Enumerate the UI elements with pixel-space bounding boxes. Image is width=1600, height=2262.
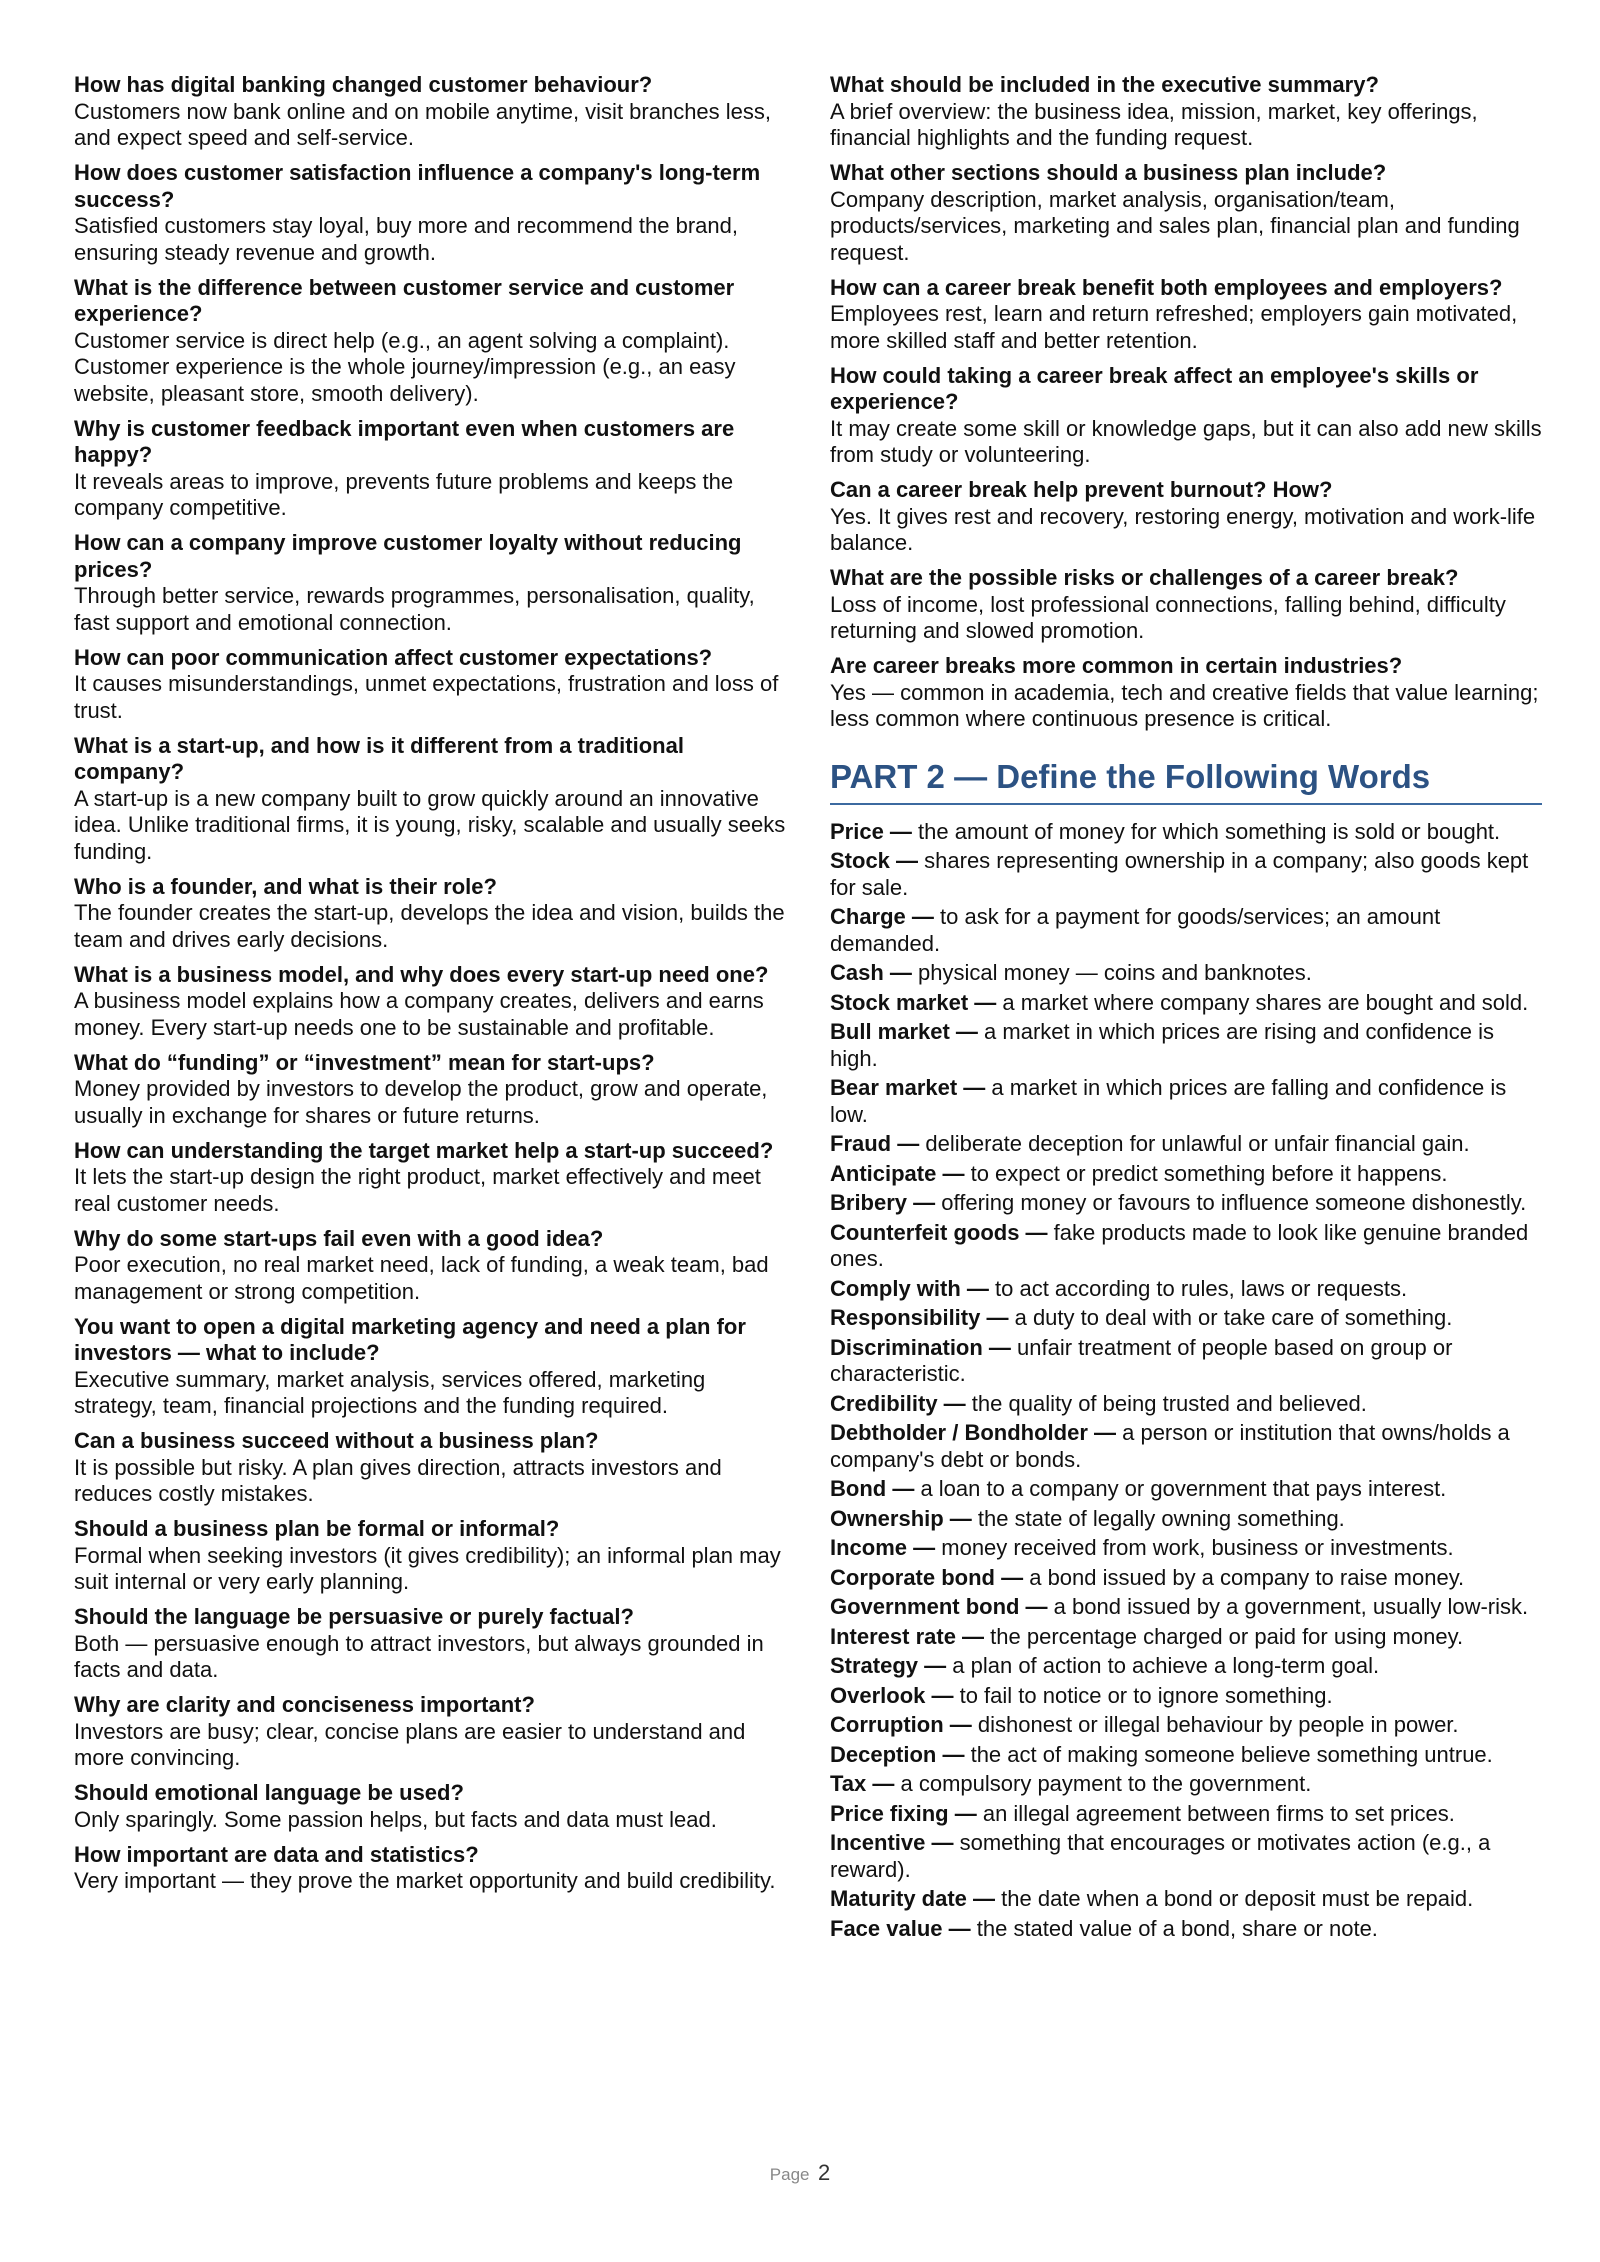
definition-item <box>830 1391 1542 1418</box>
definition-text: a compulsory payment to the government. <box>894 1771 1312 1796</box>
qa-item <box>830 653 1542 733</box>
definition-item <box>830 819 1542 846</box>
answer: Loss of income, lost professional connections, falling behind, difficulty returning and slowed promotion. <box>830 591 1506 643</box>
answer: Formal when seeking investors (it gives credibility); an informal plan may suit internal or very early planning. <box>74 1542 781 1594</box>
definition-term: Stock — <box>830 848 919 873</box>
question: Can a business succeed without a business plan? <box>74 1428 599 1453</box>
definition-item <box>830 1335 1542 1388</box>
qa-item <box>74 874 786 954</box>
definition-item <box>830 960 1542 987</box>
definition-text: a person or institution that owns/holds a company's debt or bonds. <box>830 1420 1510 1472</box>
definition-term: Ownership — <box>830 1505 972 1531</box>
definition-item <box>830 1131 1542 1158</box>
qa-item <box>74 1138 786 1218</box>
question: How can understanding the target market help a start-up succeed? <box>74 1137 774 1163</box>
definition-item <box>830 1506 1542 1533</box>
answer: It is possible but risky. A plan gives direction, attracts investors and reduces costly mistakes. <box>74 1454 722 1506</box>
definition-item <box>830 1653 1542 1680</box>
definition-item <box>830 1220 1542 1273</box>
definition-text: to ask for a payment for goods/services; an amount demanded. <box>830 904 1441 956</box>
definition-text: to fail to notice or to ignore something. <box>953 1682 1333 1708</box>
definition-term: Stock market — <box>830 989 997 1015</box>
definition-term: Comply with — <box>830 1275 989 1301</box>
answer: Both — persuasive enough to attract investors, but always grounded in facts and data. <box>74 1630 764 1682</box>
qa-item <box>74 1516 786 1596</box>
definition-text: a plan of action to achieve a long-term goal. <box>946 1653 1380 1678</box>
qa-item <box>74 962 786 1042</box>
definition-term: Discrimination — <box>830 1334 1011 1360</box>
answer: Very important — they prove the market opportunity and build credibility. <box>74 1868 776 1893</box>
definition-text: money received from work, business or investments. <box>935 1535 1454 1560</box>
definition-term: Fraud — <box>830 1131 920 1156</box>
definition-text: the act of making someone believe something untrue. <box>964 1741 1493 1767</box>
question: Should emotional language be used? <box>74 1780 464 1805</box>
definition-item <box>830 990 1542 1017</box>
answer: Yes. It gives rest and recovery, restoring energy, motivation and work-life balance. <box>830 503 1536 555</box>
question: Can a career break help prevent burnout? How? <box>830 477 1333 502</box>
qa-item <box>74 1692 786 1772</box>
definition-item <box>830 1886 1542 1913</box>
definition-text: a bond issued by a company to raise money. <box>1023 1564 1465 1590</box>
definition-item <box>830 1624 1542 1651</box>
section-title: PART 2 — Define the Following Words <box>830 757 1542 805</box>
question: Are career breaks more common in certain industries? <box>830 653 1403 678</box>
document-page <box>74 72 1541 2152</box>
answer: Yes — common in academia, tech and creative fields that value learning; less common where continuous presence is critical. <box>830 679 1539 731</box>
qa-item <box>74 1604 786 1684</box>
definition-text: offering money or favours to influence someone dishonestly. <box>935 1190 1527 1215</box>
definition-item <box>830 1190 1542 1217</box>
qa-item <box>74 275 786 408</box>
answer: Investors are busy; clear, concise plans are easier to understand and more convincing. <box>74 1718 746 1770</box>
question: What is a start-up, and how is it different from a traditional company? <box>74 732 684 784</box>
answer: Money provided by investors to develop the product, grow and operate, usually in exchange for shares or future returns. <box>74 1076 768 1128</box>
definition-text: deliberate deception for unlawful or unfair financial gain. <box>919 1131 1470 1156</box>
definition-term: Bond — <box>830 1476 915 1501</box>
qa-item <box>74 645 786 725</box>
qa-item <box>830 565 1542 645</box>
answer: Customers now bank online and on mobile anytime, visit branches less, and expect speed and self-service. <box>74 98 772 150</box>
definition-text: the amount of money for which something is sold or bought. <box>911 818 1501 844</box>
question: Should a business plan be formal or informal? <box>74 1516 560 1541</box>
definition-term: Face value — <box>830 1915 971 1941</box>
answer: Employees rest, learn and return refreshed; employers gain motivated, more skilled staff and better retention. <box>830 301 1518 353</box>
answer: Company description, market analysis, organisation/team, products/services, marketing and sales plan, financial plan and funding request. <box>830 186 1520 265</box>
qa-item <box>74 733 786 866</box>
definition-text: fake products made to look like genuine branded ones. <box>830 1219 1529 1271</box>
definition-text: shares representing ownership in a company; also goods kept for sale. <box>830 848 1529 900</box>
answer: Only sparingly. Some passion helps, but facts and data must lead. <box>74 1806 717 1832</box>
definition-text: a market in which prices are rising and confidence is high. <box>830 1019 1494 1071</box>
question: What is the difference between customer service and customer experience? <box>74 274 735 326</box>
definition-item <box>830 1801 1542 1828</box>
question: What is a business model, and why does every start-up need one? <box>74 961 769 987</box>
definition-term: Debtholder / Bondholder — <box>830 1420 1116 1445</box>
definition-item <box>830 1683 1542 1710</box>
definition-term: Anticipate — <box>830 1160 965 1186</box>
question: What do “funding” or “investment” mean for start-ups? <box>74 1049 655 1075</box>
answer: Through better service, rewards programmes, personalisation, quality, fast support and emotional connection. <box>74 583 755 635</box>
question: How has digital banking changed customer behaviour? <box>74 72 653 97</box>
definition-text: to act according to rules, laws or requests. <box>988 1275 1408 1301</box>
answer: It reveals areas to improve, prevents future problems and keeps the company competitive. <box>74 468 734 520</box>
definition-item <box>830 1305 1542 1332</box>
definition-term: Maturity date — <box>830 1886 996 1911</box>
definition-text: to expect or predict something before it happens. <box>964 1160 1448 1186</box>
definition-term: Tax — <box>830 1771 895 1796</box>
question: How important are data and statistics? <box>74 1841 479 1867</box>
definition-item <box>830 1916 1542 1943</box>
definition-text: the stated value of a bond, share or note. <box>970 1915 1378 1941</box>
definition-text: a market in which prices are falling and confidence is low. <box>830 1075 1507 1127</box>
definitions-list <box>830 819 1542 1943</box>
definition-text: a market where company shares are bought and sold. <box>996 989 1529 1015</box>
answer: Satisfied customers stay loyal, buy more and recommend the brand, ensuring steady revenue and growth. <box>74 213 738 265</box>
question: Should the language be persuasive or purely factual? <box>74 1604 634 1629</box>
qa-item <box>830 160 1542 266</box>
definition-text: a duty to deal with or take care of something. <box>1008 1305 1453 1330</box>
qa-item <box>74 1842 786 1895</box>
question: How could taking a career break affect an employee's skills or experience? <box>830 362 1479 414</box>
qa-item <box>830 72 1542 152</box>
definition-term: Price fixing — <box>830 1800 977 1826</box>
definition-term: Deception — <box>830 1741 965 1767</box>
answer: It lets the start-up design the right product, market effectively and meet real customer needs. <box>74 1164 761 1216</box>
qa-item <box>74 72 786 152</box>
definition-term: Strategy — <box>830 1653 947 1678</box>
definition-term: Bear market — <box>830 1075 986 1100</box>
definition-text: an illegal agreement between firms to set prices. <box>976 1800 1455 1826</box>
qa-item <box>74 1226 786 1306</box>
qa-item <box>74 1428 786 1508</box>
definition-term: Income — <box>830 1535 936 1560</box>
question: Why is customer feedback important even when customers are happy? <box>74 415 735 467</box>
definition-item <box>830 1276 1542 1303</box>
definition-item <box>830 904 1542 957</box>
question: Why are clarity and conciseness important? <box>74 1692 535 1717</box>
definition-item <box>830 1535 1542 1562</box>
qa-item <box>74 1050 786 1130</box>
definition-item <box>830 1075 1542 1128</box>
definition-term: Corruption — <box>830 1712 972 1737</box>
definition-term: Corporate bond — <box>830 1564 1024 1590</box>
question: Why do some start-ups fail even with a good idea? <box>74 1225 604 1251</box>
qa-item <box>830 363 1542 469</box>
answer: It may create some skill or knowledge gaps, but it can also add new skills from study or volunteering. <box>830 415 1542 467</box>
definition-term: Interest rate — <box>830 1623 985 1649</box>
definition-item <box>830 1830 1542 1883</box>
answer: A brief overview: the business idea, mission, market, key offerings, financial highlights and the funding request. <box>830 98 1478 150</box>
question: How can a company improve customer loyalty without reducing prices? <box>74 530 742 582</box>
definition-term: Bribery — <box>830 1190 936 1215</box>
definition-item <box>830 1565 1542 1592</box>
answer: Executive summary, market analysis, services offered, marketing strategy, team, financial projections and the funding required. <box>74 1366 706 1418</box>
question: How does customer satisfaction influence a company's long-term success? <box>74 160 761 212</box>
answer: A business model explains how a company creates, delivers and earns money. Every start-up needs one to be sustainable and profitable. <box>74 988 764 1040</box>
definition-term: Responsibility — <box>830 1305 1009 1330</box>
definition-text: the date when a bond or deposit must be repaid. <box>995 1886 1474 1911</box>
question: What other sections should a business plan include? <box>830 160 1387 185</box>
definition-term: Overlook — <box>830 1682 954 1708</box>
definition-term: Charge — <box>830 904 934 929</box>
answer: A start-up is a new company built to grow quickly around an innovative idea. Unlike traditional firms, it is young, risky, scalable and usually seeks funding. <box>74 785 786 864</box>
answer: Poor execution, no real market need, lack of funding, a weak team, bad management or strong competition. <box>74 1252 769 1304</box>
definition-text: physical money — coins and banknotes. <box>911 960 1312 985</box>
page-label: Page <box>769 2165 810 2184</box>
page-footer <box>0 2160 1600 2186</box>
right-column <box>830 72 1542 1945</box>
question: You want to open a digital marketing agency and need a plan for investors — what to include? <box>74 1313 746 1365</box>
question: Who is a founder, and what is their role? <box>74 873 497 899</box>
definition-term: Government bond — <box>830 1594 1048 1619</box>
definition-text: something that encourages or motivates action (e.g., a reward). <box>830 1830 1491 1882</box>
definition-term: Incentive — <box>830 1830 954 1855</box>
question: How can a career break benefit both employees and employers? <box>830 274 1503 300</box>
question: What should be included in the executive summary? <box>830 72 1379 97</box>
qa-item <box>74 1780 786 1833</box>
definition-item <box>830 1594 1542 1621</box>
definition-item <box>830 848 1542 901</box>
definition-item <box>830 1742 1542 1769</box>
definition-item <box>830 1771 1542 1798</box>
answer: It causes misunderstandings, unmet expectations, frustration and loss of trust. <box>74 671 779 723</box>
definition-text: dishonest or illegal behaviour by people in power. <box>971 1712 1459 1737</box>
definition-term: Price — <box>830 818 912 844</box>
definition-term: Credibility — <box>830 1390 966 1416</box>
definition-text: the quality of being trusted and believed. <box>965 1390 1367 1416</box>
answer: The founder creates the start-up, develops the idea and vision, builds the team and drives early decisions. <box>74 900 785 952</box>
left-column <box>74 72 786 1903</box>
definition-term: Bull market — <box>830 1019 978 1044</box>
definition-text: unfair treatment of people based on group or characteristic. <box>830 1334 1453 1386</box>
definition-item <box>830 1019 1542 1072</box>
definition-term: Cash — <box>830 960 912 985</box>
definition-item <box>830 1476 1542 1503</box>
qa-item <box>830 275 1542 355</box>
definition-text: a bond issued by a government, usually low-risk. <box>1047 1594 1529 1619</box>
question: What are the possible risks or challenges of a career break? <box>830 565 1459 590</box>
definition-item <box>830 1161 1542 1188</box>
definition-item <box>830 1420 1542 1473</box>
definition-text: the percentage charged or paid for using money. <box>984 1623 1464 1649</box>
answer: Customer service is direct help (e.g., an agent solving a complaint). Customer experience is the whole journey/impression (e.g., an easy website, pleasant store, smooth delivery). <box>74 327 736 406</box>
right-qa-list <box>830 72 1542 733</box>
question: How can poor communication affect customer expectations? <box>74 644 713 670</box>
qa-item <box>74 416 786 522</box>
definition-term: Counterfeit goods — <box>830 1219 1048 1245</box>
qa-item <box>74 160 786 266</box>
page-number: 2 <box>817 2160 831 2185</box>
definition-text: a loan to a company or government that pays interest. <box>914 1476 1447 1501</box>
qa-item <box>830 477 1542 557</box>
qa-item <box>74 1314 786 1420</box>
definition-text: the state of legally owning something. <box>971 1505 1345 1531</box>
qa-item <box>74 530 786 636</box>
definition-item <box>830 1712 1542 1739</box>
